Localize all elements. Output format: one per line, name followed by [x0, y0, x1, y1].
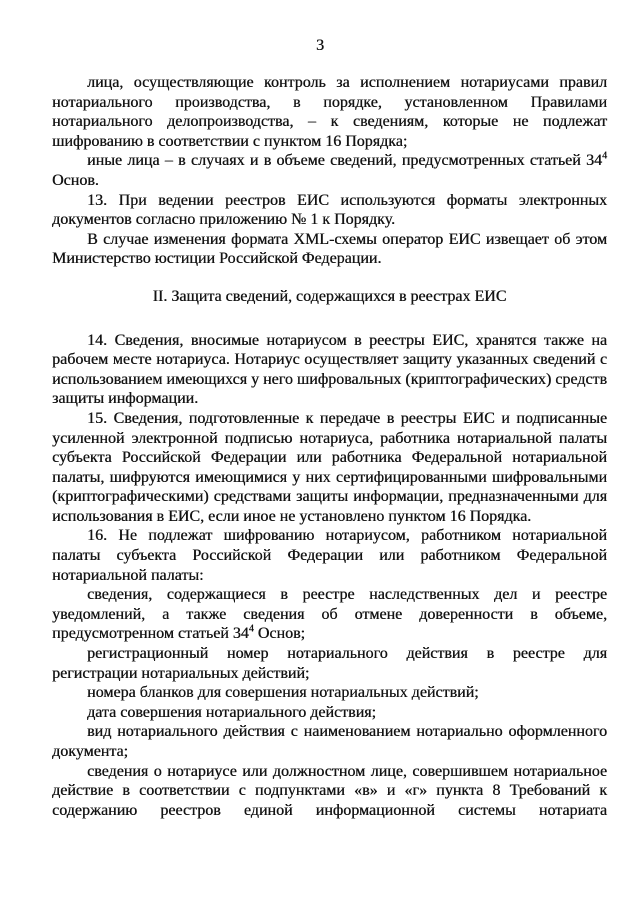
paragraph: сведения, содержащиеся в реестре наследственных дел и реестре уведомлений, а также сведения об отмене доверенности в объеме, предусмотренном статьей $34^4$ Основ; [52, 586, 607, 643]
superscript: 4 [248, 624, 254, 636]
paragraph: лица, осуществляющие контроль за исполнением нотариусами правил нотариального производства, в порядке, установленном Правилами нотариального делопроизводства, – к сведениям, которые не подлежат шифрованию в соответствии с пунктом 16 Порядка; [52, 74, 607, 150]
paragraph: сведения о нотариусе или должностном лице, совершившем нотариальное действие в соответствии с подпунктами «в» и «г» пункта 8 Требований к содержанию реестров единой информационной системы нотариата [52, 762, 607, 819]
paragraph: дата совершения нотариального действия; [87, 703, 376, 721]
paragraph: В случае изменения формата XML-схемы оператор ЕИС извещает об этом Министерство юстиции Российской Федерации. [52, 230, 607, 268]
paragraph: 13. При ведении реестров ЕИС используются форматы электронных документов согласно приложению № 1 к Порядку. [52, 191, 607, 229]
paragraph: 15. Сведения, подготовленные к передаче в реестры ЕИС и подписанные усиленной электронной подписью нотариуса, работника нотариальной палаты субъекта Российской Федерации или работника Федеральной нотариальной палаты, шифруются имеющимися у них сертифицированными шифровальными (криптографическими) средствами защиты информации, предназначенными для использования в ЕИС, если иное не установлено пунктом 16 Порядка. [52, 409, 607, 525]
paragraph: иные лица – в случаях и в объеме сведений, предусмотренных статьей $34^4$ Основ. [52, 151, 607, 189]
document-body [52, 73, 607, 820]
page-number: 3 [316, 37, 324, 54]
section-heading: II. Защита сведений, содержащихся в реестрах ЕИС [152, 287, 507, 305]
superscript: 4 [602, 151, 607, 163]
paragraph: 14. Сведения, вносимые нотариусом в реестры ЕИС, хранятся также на рабочем месте нотариуса. Нотариус осуществляет защиту указанных сведений с использованием имеющихся у него шифровальных (криптографических) средств защиты информации. [52, 331, 607, 408]
paragraph: номера бланков для совершения нотариальных действий; [87, 684, 479, 702]
paragraph: вид нотариального действия с наименованием нотариально оформленного документа; [52, 723, 607, 760]
paragraph: регистрационный номер нотариального действия в реестре для регистрации нотариальных действий; [52, 645, 607, 682]
paragraph: 16. Не подлежат шифрованию нотариусом, работником нотариальной палаты субъекта Российской Федерации или работником Федеральной нотариальной палаты: [52, 527, 607, 584]
